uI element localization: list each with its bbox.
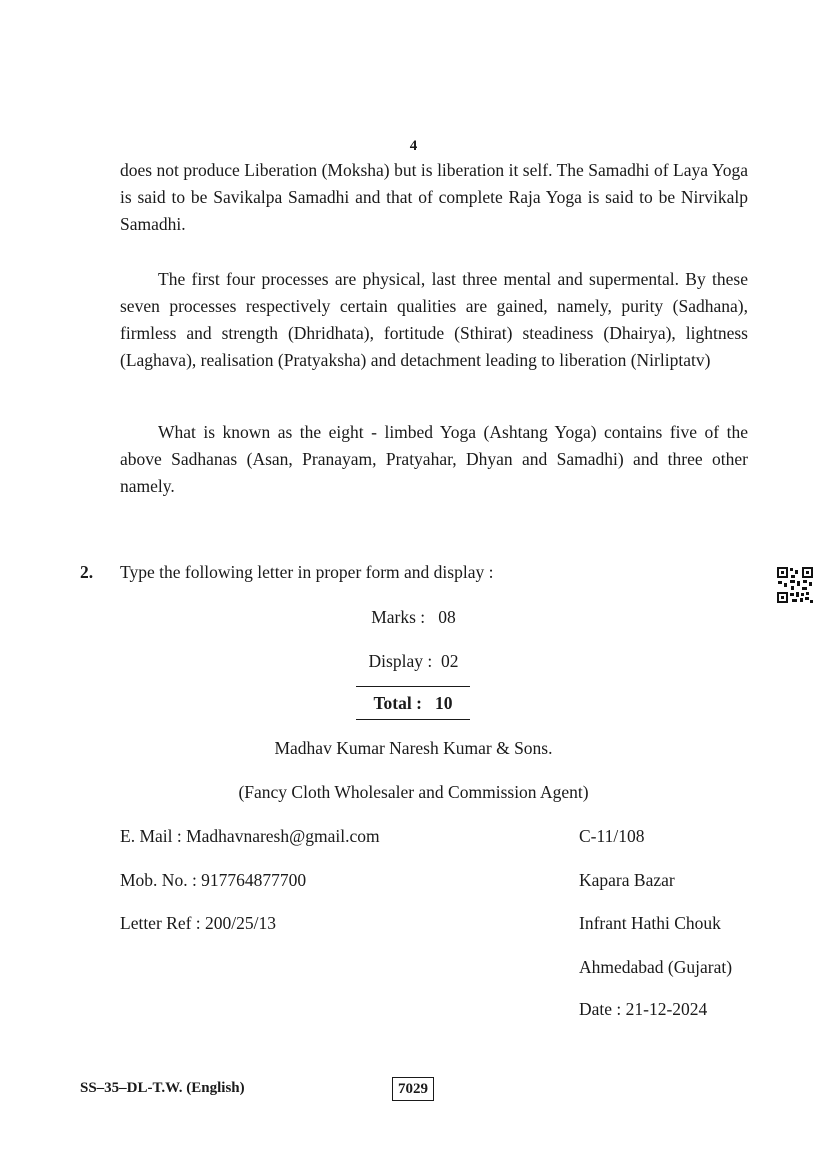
display-label: Display : [368,651,433,671]
date-line: Date : 21-12-2024 [579,999,708,1019]
marks-label: Marks : [371,607,426,627]
address-line-4: Ahmedabad (Gujarat) [579,957,733,977]
question-number: 2. [80,562,94,582]
marks-value: 08 [438,607,456,627]
mobile-line: Mob. No. : 917764877700 [120,870,307,890]
address-line-3: Infrant Hathi Chouk [579,913,721,933]
paragraph-2: The first four processes are physical, last three mental and supermental. By these seven processes respectively certain qualities are gained, namely, purity (Sadhana), firmless and strength (Dhridhata), fortitude (Sthirat) steadiness (Dhairya), lightness (Laghava), realisation (Pratyaksha) and detachment leading to liberation (Nirliptatv) [120,269,748,370]
question-text: Type the following letter in proper form and display : [120,562,494,582]
total-row [356,686,470,720]
total-value: 10 [435,693,453,713]
display-value: 02 [440,651,459,671]
address-line-2: Kapara Bazar [579,870,675,890]
total-label: Total : [373,693,422,713]
company-name: Madhav Kumar Naresh Kumar & Sons. [274,738,553,758]
page-number: 4 [409,138,418,154]
letter-ref-line: Letter Ref : 200/25/13 [120,913,277,933]
company-tagline: (Fancy Cloth Wholesaler and Commission Agent) [238,782,589,802]
paragraph-3: What is known as the eight - limbed Yoga (Ashtang Yoga) contains five of the above Sadhanas (Asan, Pranayam, Pratyahar, Dhyan and Samadhi) and three other namely. [120,422,748,496]
paper-number-box: 7029 [392,1077,434,1101]
address-line-1: C-11/108 [579,826,645,846]
footer-code: SS–35–DL-T.W. (English) [80,1080,245,1096]
paragraph-1: does not produce Liberation (Moksha) but is liberation it self. The Samadhi of Laya Yoga is said to be Savikalpa Samadhi and that of complete Raja Yoga is said to be Nirvikalp Samadhi. [120,160,748,234]
marks-row [0,607,827,628]
display-row [0,651,827,672]
qr-code-icon [776,566,814,604]
email-line: E. Mail : Madhavnaresh@gmail.com [120,826,380,846]
